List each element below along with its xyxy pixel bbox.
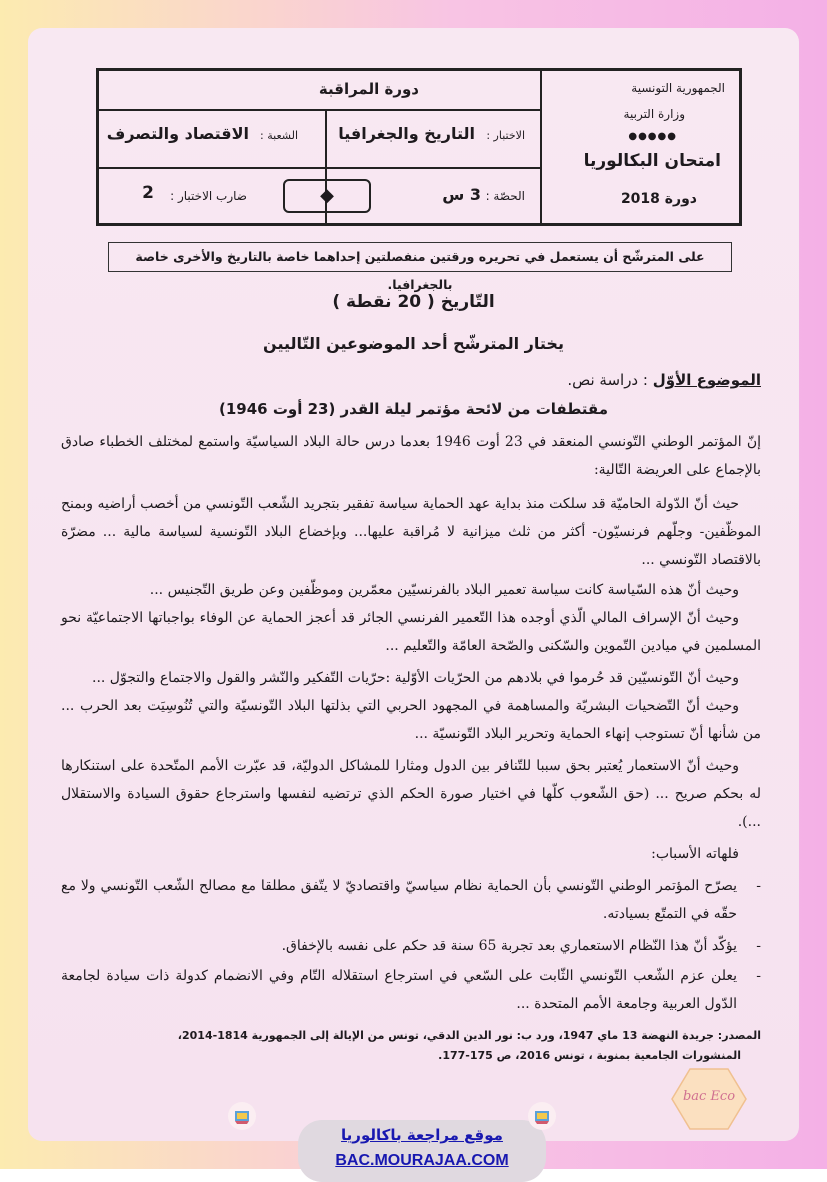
duration-value: 3 س <box>442 185 481 204</box>
document-title: مقتطفات من لائحة مؤتمر ليلة القدر (23 أوت 1946) <box>218 400 609 418</box>
paragraph-3: وحيث أنّ الإسراف المالي الّذي أوجده هذا التّعمير الفرنسي الجائر قد أعجز الحماية عن الوفاء بواجباتها الاجتماعيّة نحو المسلمين في ميادين التّموين والسّكنى والصّحة العامّة والتّعليم ... <box>61 610 761 654</box>
source-line-1: المصدر: جريدة النهضة 13 ماي 1947، ورد ب: نور الدين الدقي، تونس من الإيالة إلى الجمهورية 1814-2014، <box>177 1029 761 1042</box>
paragraph-5: وحيث أنّ التّضحيات البشريّة والمساهمة في المجهود الحربي التي بذلتها البلاد التّونسيّة والتي تُنُوسِيَت بعد الحرب ... من شأنها أنّ تستوجب إنهاء الحماية وتحرير البلاد التّونسيّة ... <box>61 698 761 742</box>
site-url[interactable]: BAC.MOURAJAA.COM <box>335 1152 509 1169</box>
bullet-3-text: يعلن عزم الشّعب التّونسي الثّابت على السّعي في استرجاع استقلاله التّام وفي الانضمام كدولة ذات سيادة لجامعة الدّول العربية وجامعة الأمم المتحدة ... <box>61 968 737 1012</box>
paragraph-reasons: فلهاته الأسباب: <box>651 846 739 862</box>
paragraph-4: وحيث أنّ التّونسيّين قد حُرموا في بلادهم من الحرّيات الأوّلية :حرّيات التّفكير والنّشر والقول والاجتماع والتجوّل ... <box>92 670 739 686</box>
topic-label: الموضوع الأوّل <box>652 371 761 389</box>
branch-value: الاقتصاد والتصرف <box>106 124 249 143</box>
diamond-box <box>283 179 371 213</box>
bullet-1-text: يصرّح المؤتمر الوطني التّونسي بأن الحماية نظام سياسيّ واقتصاديّ لا يتّفق مطلقا مع مصالح الشّعب التّونسي ولا مع حقّه في التمتّع بسيادته. <box>61 878 737 922</box>
paragraph-1: حيث أنّ الدّولة الحاميّة قد سلكت منذ بداية عهد الحماية سياسة تفقير بتجريد الشّعب التّونسي من أخصب أراضيه وبمنح الموظّفين- وجلّهم فرنسيّون- أكثر من ثلث ميزانية لا مُراقبة عليها... وبإخضاع البلاد التّونسية لسياسة مالية ... مضرّة بالاقتصاد التّونسي ... <box>61 496 761 568</box>
session-type: دورة المراقبة <box>318 80 419 98</box>
site-name-ar[interactable]: موقع مراجعة باكالوريا <box>341 1126 503 1144</box>
diamond-icon: ◆ <box>320 185 334 206</box>
topic-heading <box>567 371 761 389</box>
site-banner[interactable] <box>298 1120 546 1182</box>
section-title: التّاريخ ( 20 نقطة ) <box>332 292 495 312</box>
site-logo-left-icon <box>228 1102 256 1130</box>
subject-value: التاريخ والجغرافيا <box>338 124 475 143</box>
subject-label: الاختبار : <box>486 129 525 142</box>
site-logo-right-icon <box>528 1102 556 1130</box>
coefficient-value: 2 <box>142 183 154 203</box>
coefficient-label: ضارب الاختبار : <box>170 189 247 203</box>
bullet-2: - يؤكّد أنّ هذا النّظام الاستعماري بعد تجربة 65 سنة قد حكم على نفسه بالإخفاق. <box>61 932 761 960</box>
bullet-2-text: يؤكّد أنّ هذا النّظام الاستعماري بعد تجربة 65 سنة قد حكم على نفسه بالإخفاق. <box>281 938 737 954</box>
exam-title: امتحان البكالوريا <box>583 151 721 171</box>
paragraph-6: وحيث أنّ الاستعمار يُعتبر بحق سببا للتّنافر بين الدول ومثارا للمشاكل الدوليّة، قد عبّرت الأمم المتّحدة على استنكارها له بحكم صريح ... (حق الشّعوب كلّها في اختيار صورة الحكم الذي ترتضيه لنفسها واسترجاع حقوق السيادة والاستقلال ...). <box>61 758 761 830</box>
branch-label: الشعبة : <box>260 129 298 142</box>
choice-instruction: يختار المترشّح أحد الموضوعين التّاليين <box>263 334 564 353</box>
bullet-3: - يعلن عزم الشّعب التّونسي الثّابت على السّعي في استرجاع استقلاله التّام وفي الانضمام كدولة ذات سيادة لجامعة الدّول العربية وجامعة الأمم المتحدة ... <box>61 962 761 1018</box>
ministry-label: وزارة التربية <box>623 107 685 121</box>
instructions-box: على المترشّح أن يستعمل في تحريره ورقتين منفصلتين إحداهما خاصة بالتاريخ والأخرى خاصة بالجغرافيا. <box>108 242 732 272</box>
exam-header-table <box>96 68 742 226</box>
stars-decoration: ●●●●● <box>628 131 677 142</box>
paragraph-2: وحيث أنّ هذه السّياسة كانت سياسة تعمير البلاد بالفرنسيّين معمّرين وموظّفين وعن طريق التّجنيس ... <box>149 582 739 598</box>
session-year: دورة 2018 <box>620 191 697 207</box>
republic-label: الجمهورية التونسية <box>631 81 725 95</box>
document-page <box>28 28 799 1169</box>
bullet-1: - يصرّح المؤتمر الوطني التّونسي بأن الحماية نظام سياسيّ واقتصاديّ لا يتّفق مطلقا مع مصالح الشّعب التّونسي ولا مع حقّه في التمتّع بسيادته. <box>61 872 761 928</box>
duration-label: الحصّة : <box>485 189 525 203</box>
source-line-2: المنشورات الجامعية بمنوبة ، تونس 2016، ص 175-177. <box>438 1049 741 1062</box>
topic-type: : دراسة نص. <box>567 371 648 389</box>
bac-eco-label: bac Eco <box>682 1089 736 1104</box>
bac-eco-badge <box>670 1067 748 1131</box>
paragraph-intro: إنّ المؤتمر الوطني التّونسي المنعقد في 23 أوت 1946 بعدما درس حالة البلاد السياسيّة واستمع لمختلف الخطباء صادق بالإجماع على العريضة التّالية: <box>61 434 761 478</box>
